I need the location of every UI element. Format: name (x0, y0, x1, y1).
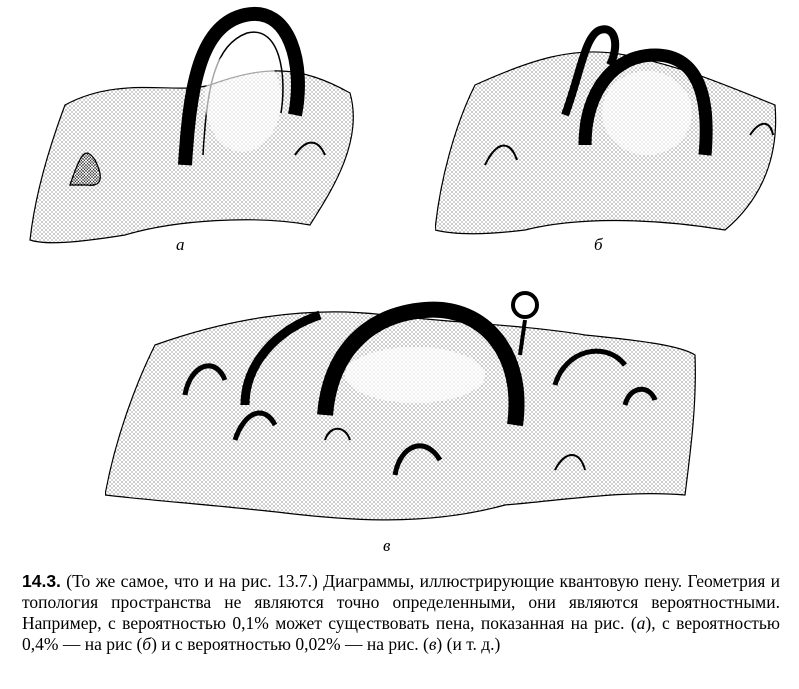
panel-label-c: в (383, 536, 391, 555)
foam-sheet (105, 312, 695, 520)
panel-label-b: б (594, 235, 603, 254)
caption-ref-a: а (636, 613, 646, 633)
figure-panel-c (105, 265, 700, 540)
panel-label-a: а (176, 235, 185, 254)
figure-panel-b (435, 15, 780, 250)
figure-caption (22, 571, 780, 655)
caption-number: 14.3. (22, 571, 61, 591)
caption-ref-c: в (428, 634, 437, 654)
caption-text-4: ) (и т. д.) (436, 634, 501, 654)
caption-text-1: (То же самое, что и на рис. 13.7.) Диаграммы, иллюстрирующие квантовую пену. Геометрия и топология пространства не являются точно определенными, они являются вероятностными. Например, с вероятностью 0,1% может существовать пена, показанная на рис. ( (22, 571, 780, 633)
stalk-bulb (513, 293, 537, 317)
caption-ref-b: б (142, 634, 152, 654)
figure-panel-a (25, 5, 370, 250)
caption-text-3: ) и с вероятностью 0,02% — на рис. ( (151, 634, 429, 654)
caption-text-2: ), с вероятностью 0,4% — на рис ( (22, 613, 780, 654)
